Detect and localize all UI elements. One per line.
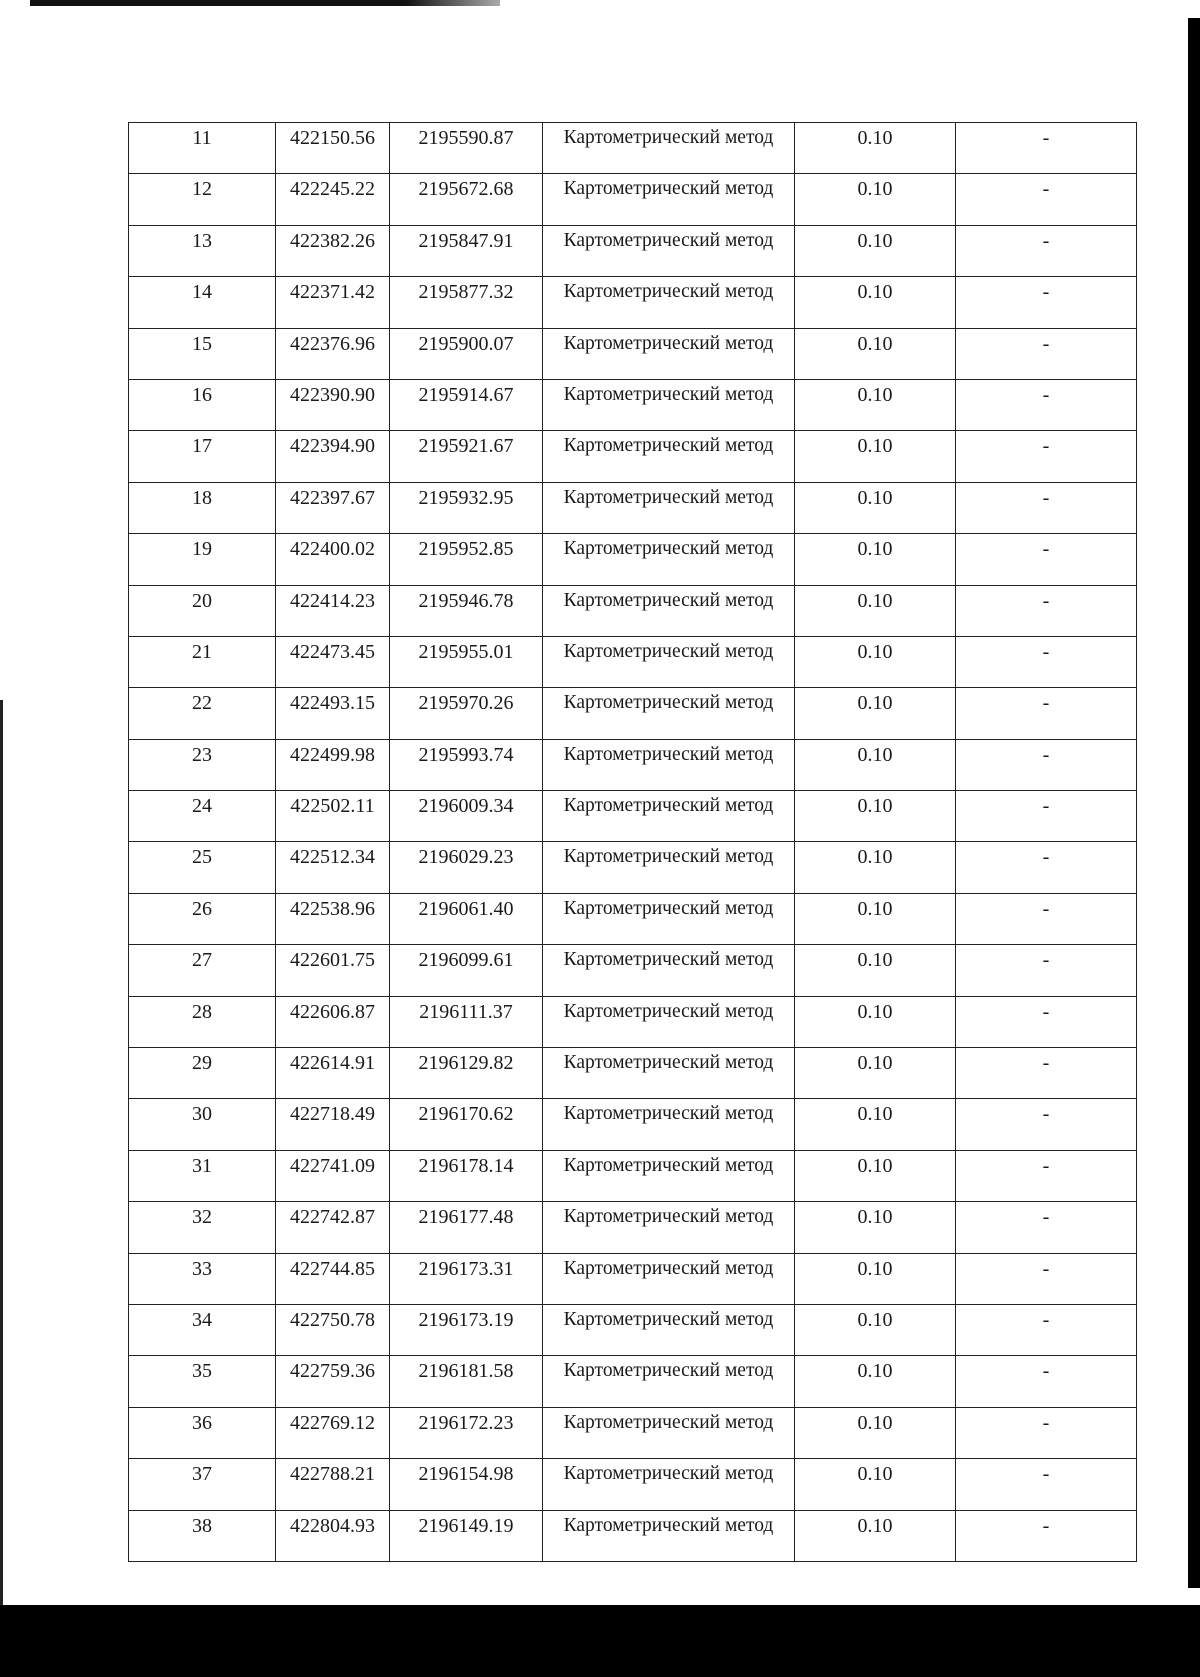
coordinate-x-cell: 422718.49 (276, 1099, 390, 1150)
description-cell: - (956, 1459, 1137, 1510)
coordinate-x-cell: 422394.90 (276, 431, 390, 482)
accuracy-cell: 0.10 (795, 328, 956, 379)
accuracy-cell: 0.10 (795, 1407, 956, 1458)
method-cell: Картометрический метод (543, 482, 795, 533)
description-cell: - (956, 1510, 1137, 1561)
table-row (129, 328, 1137, 379)
coordinate-y-cell: 2195877.32 (390, 277, 543, 328)
coordinate-y-cell: 2196178.14 (390, 1150, 543, 1201)
description-cell: - (956, 1304, 1137, 1355)
table-row (129, 174, 1137, 225)
coordinate-y-cell: 2195993.74 (390, 739, 543, 790)
table-row (129, 996, 1137, 1047)
description-cell: - (956, 893, 1137, 944)
coordinate-y-cell: 2195952.85 (390, 534, 543, 585)
accuracy-cell: 0.10 (795, 1253, 956, 1304)
coordinate-y-cell: 2196154.98 (390, 1459, 543, 1510)
accuracy-cell: 0.10 (795, 174, 956, 225)
point-number-cell: 27 (129, 945, 276, 996)
point-number-cell: 37 (129, 1459, 276, 1510)
point-number-cell: 19 (129, 534, 276, 585)
point-number-cell: 26 (129, 893, 276, 944)
table-row (129, 1356, 1137, 1407)
coordinate-y-cell: 2195955.01 (390, 636, 543, 687)
description-cell: - (956, 379, 1137, 430)
point-number-cell: 34 (129, 1304, 276, 1355)
accuracy-cell: 0.10 (795, 1150, 956, 1201)
description-cell: - (956, 123, 1137, 174)
table-row (129, 1253, 1137, 1304)
table-row (129, 482, 1137, 533)
coordinate-x-cell: 422804.93 (276, 1510, 390, 1561)
coordinate-y-cell: 2196170.62 (390, 1099, 543, 1150)
method-cell: Картометрический метод (543, 431, 795, 482)
coordinate-y-cell: 2196177.48 (390, 1202, 543, 1253)
accuracy-cell: 0.10 (795, 379, 956, 430)
coordinate-x-cell: 422397.67 (276, 482, 390, 533)
method-cell: Картометрический метод (543, 1048, 795, 1099)
table-row (129, 842, 1137, 893)
table-row (129, 1099, 1137, 1150)
method-cell: Картометрический метод (543, 585, 795, 636)
accuracy-cell: 0.10 (795, 842, 956, 893)
accuracy-cell: 0.10 (795, 688, 956, 739)
description-cell: - (956, 688, 1137, 739)
point-number-cell: 30 (129, 1099, 276, 1150)
coordinate-y-cell: 2196111.37 (390, 996, 543, 1047)
method-cell: Картометрический метод (543, 1510, 795, 1561)
point-number-cell: 25 (129, 842, 276, 893)
point-number-cell: 35 (129, 1356, 276, 1407)
accuracy-cell: 0.10 (795, 996, 956, 1047)
point-number-cell: 20 (129, 585, 276, 636)
point-number-cell: 32 (129, 1202, 276, 1253)
coordinate-x-cell: 422150.56 (276, 123, 390, 174)
table-row (129, 636, 1137, 687)
method-cell: Картометрический метод (543, 1150, 795, 1201)
description-cell: - (956, 945, 1137, 996)
point-number-cell: 18 (129, 482, 276, 533)
accuracy-cell: 0.10 (795, 277, 956, 328)
point-number-cell: 16 (129, 379, 276, 430)
accuracy-cell: 0.10 (795, 636, 956, 687)
coordinate-y-cell: 2196029.23 (390, 842, 543, 893)
coordinate-x-cell: 422414.23 (276, 585, 390, 636)
point-number-cell: 33 (129, 1253, 276, 1304)
method-cell: Картометрический метод (543, 1407, 795, 1458)
accuracy-cell: 0.10 (795, 585, 956, 636)
description-cell: - (956, 1253, 1137, 1304)
method-cell: Картометрический метод (543, 636, 795, 687)
coordinate-x-cell: 422371.42 (276, 277, 390, 328)
method-cell: Картометрический метод (543, 379, 795, 430)
description-cell: - (956, 1099, 1137, 1150)
coordinate-y-cell: 2196181.58 (390, 1356, 543, 1407)
description-cell: - (956, 534, 1137, 585)
coordinate-x-cell: 422606.87 (276, 996, 390, 1047)
description-cell: - (956, 1048, 1137, 1099)
table-row (129, 379, 1137, 430)
coordinate-x-cell: 422390.90 (276, 379, 390, 430)
point-number-cell: 24 (129, 791, 276, 842)
coordinate-x-cell: 422245.22 (276, 174, 390, 225)
coordinate-y-cell: 2195672.68 (390, 174, 543, 225)
table-row (129, 1510, 1137, 1561)
point-number-cell: 17 (129, 431, 276, 482)
coordinate-y-cell: 2196173.31 (390, 1253, 543, 1304)
description-cell: - (956, 482, 1137, 533)
table-row (129, 791, 1137, 842)
accuracy-cell: 0.10 (795, 1459, 956, 1510)
coordinate-y-cell: 2195946.78 (390, 585, 543, 636)
description-cell: - (956, 1150, 1137, 1201)
description-cell: - (956, 791, 1137, 842)
method-cell: Картометрический метод (543, 225, 795, 276)
table-row (129, 893, 1137, 944)
table-row (129, 945, 1137, 996)
method-cell: Картометрический метод (543, 174, 795, 225)
point-number-cell: 13 (129, 225, 276, 276)
coordinate-y-cell: 2196173.19 (390, 1304, 543, 1355)
description-cell: - (956, 174, 1137, 225)
coordinate-x-cell: 422502.11 (276, 791, 390, 842)
coordinate-x-cell: 422538.96 (276, 893, 390, 944)
method-cell: Картометрический метод (543, 1253, 795, 1304)
accuracy-cell: 0.10 (795, 1304, 956, 1355)
point-number-cell: 11 (129, 123, 276, 174)
coordinate-x-cell: 422376.96 (276, 328, 390, 379)
coordinate-y-cell: 2196009.34 (390, 791, 543, 842)
coordinate-y-cell: 2196099.61 (390, 945, 543, 996)
coordinate-y-cell: 2196061.40 (390, 893, 543, 944)
description-cell: - (956, 585, 1137, 636)
description-cell: - (956, 1356, 1137, 1407)
table-row (129, 688, 1137, 739)
accuracy-cell: 0.10 (795, 1510, 956, 1561)
method-cell: Картометрический метод (543, 123, 795, 174)
table-row (129, 1304, 1137, 1355)
table-row (129, 1202, 1137, 1253)
accuracy-cell: 0.10 (795, 893, 956, 944)
point-number-cell: 38 (129, 1510, 276, 1561)
coordinate-x-cell: 422750.78 (276, 1304, 390, 1355)
method-cell: Картометрический метод (543, 842, 795, 893)
method-cell: Картометрический метод (543, 1202, 795, 1253)
point-number-cell: 12 (129, 174, 276, 225)
coordinate-x-cell: 422614.91 (276, 1048, 390, 1099)
coordinate-x-cell: 422473.45 (276, 636, 390, 687)
coordinate-x-cell: 422499.98 (276, 739, 390, 790)
table-row (129, 585, 1137, 636)
method-cell: Картометрический метод (543, 328, 795, 379)
table-row (129, 431, 1137, 482)
accuracy-cell: 0.10 (795, 482, 956, 533)
point-number-cell: 22 (129, 688, 276, 739)
coordinate-y-cell: 2195932.95 (390, 482, 543, 533)
method-cell: Картометрический метод (543, 791, 795, 842)
point-number-cell: 15 (129, 328, 276, 379)
table-row (129, 534, 1137, 585)
coordinate-x-cell: 422769.12 (276, 1407, 390, 1458)
coordinate-y-cell: 2196149.19 (390, 1510, 543, 1561)
coordinate-x-cell: 422741.09 (276, 1150, 390, 1201)
description-cell: - (956, 996, 1137, 1047)
coordinate-x-cell: 422400.02 (276, 534, 390, 585)
method-cell: Картометрический метод (543, 1304, 795, 1355)
scan-edge-top (30, 0, 500, 6)
method-cell: Картометрический метод (543, 1099, 795, 1150)
table-row (129, 739, 1137, 790)
table-row (129, 1407, 1137, 1458)
method-cell: Картометрический метод (543, 945, 795, 996)
method-cell: Картометрический метод (543, 996, 795, 1047)
description-cell: - (956, 1407, 1137, 1458)
coordinate-y-cell: 2195900.07 (390, 328, 543, 379)
method-cell: Картометрический метод (543, 1459, 795, 1510)
coordinate-x-cell: 422788.21 (276, 1459, 390, 1510)
coordinate-y-cell: 2195914.67 (390, 379, 543, 430)
method-cell: Картометрический метод (543, 893, 795, 944)
scan-edge-right (1188, 18, 1200, 1588)
coordinate-x-cell: 422742.87 (276, 1202, 390, 1253)
coordinate-y-cell: 2195921.67 (390, 431, 543, 482)
point-number-cell: 31 (129, 1150, 276, 1201)
accuracy-cell: 0.10 (795, 791, 956, 842)
accuracy-cell: 0.10 (795, 1202, 956, 1253)
method-cell: Картометрический метод (543, 277, 795, 328)
point-number-cell: 14 (129, 277, 276, 328)
description-cell: - (956, 225, 1137, 276)
point-number-cell: 28 (129, 996, 276, 1047)
accuracy-cell: 0.10 (795, 123, 956, 174)
accuracy-cell: 0.10 (795, 431, 956, 482)
coordinate-x-cell: 422382.26 (276, 225, 390, 276)
scan-edge-left (0, 700, 3, 1640)
coordinate-y-cell: 2195970.26 (390, 688, 543, 739)
table-row (129, 277, 1137, 328)
scan-edge-bottom (0, 1605, 1200, 1677)
accuracy-cell: 0.10 (795, 1099, 956, 1150)
point-number-cell: 29 (129, 1048, 276, 1099)
description-cell: - (956, 277, 1137, 328)
description-cell: - (956, 842, 1137, 893)
coordinate-y-cell: 2196129.82 (390, 1048, 543, 1099)
coordinate-y-cell: 2195847.91 (390, 225, 543, 276)
accuracy-cell: 0.10 (795, 225, 956, 276)
description-cell: - (956, 739, 1137, 790)
table-row (129, 123, 1137, 174)
description-cell: - (956, 1202, 1137, 1253)
description-cell: - (956, 328, 1137, 379)
point-number-cell: 21 (129, 636, 276, 687)
coordinate-y-cell: 2195590.87 (390, 123, 543, 174)
accuracy-cell: 0.10 (795, 945, 956, 996)
coordinate-x-cell: 422493.15 (276, 688, 390, 739)
method-cell: Картометрический метод (543, 739, 795, 790)
table-row (129, 225, 1137, 276)
coordinates-table-body (129, 123, 1137, 1562)
coordinates-table (128, 122, 1137, 1562)
description-cell: - (956, 636, 1137, 687)
method-cell: Картометрический метод (543, 534, 795, 585)
table-row (129, 1459, 1137, 1510)
accuracy-cell: 0.10 (795, 1048, 956, 1099)
table-row (129, 1048, 1137, 1099)
coordinate-x-cell: 422512.34 (276, 842, 390, 893)
coordinate-x-cell: 422744.85 (276, 1253, 390, 1304)
table-row (129, 1150, 1137, 1201)
description-cell: - (956, 431, 1137, 482)
method-cell: Картометрический метод (543, 1356, 795, 1407)
coordinate-y-cell: 2196172.23 (390, 1407, 543, 1458)
coordinate-x-cell: 422601.75 (276, 945, 390, 996)
coordinate-x-cell: 422759.36 (276, 1356, 390, 1407)
accuracy-cell: 0.10 (795, 1356, 956, 1407)
point-number-cell: 36 (129, 1407, 276, 1458)
accuracy-cell: 0.10 (795, 534, 956, 585)
accuracy-cell: 0.10 (795, 739, 956, 790)
method-cell: Картометрический метод (543, 688, 795, 739)
point-number-cell: 23 (129, 739, 276, 790)
